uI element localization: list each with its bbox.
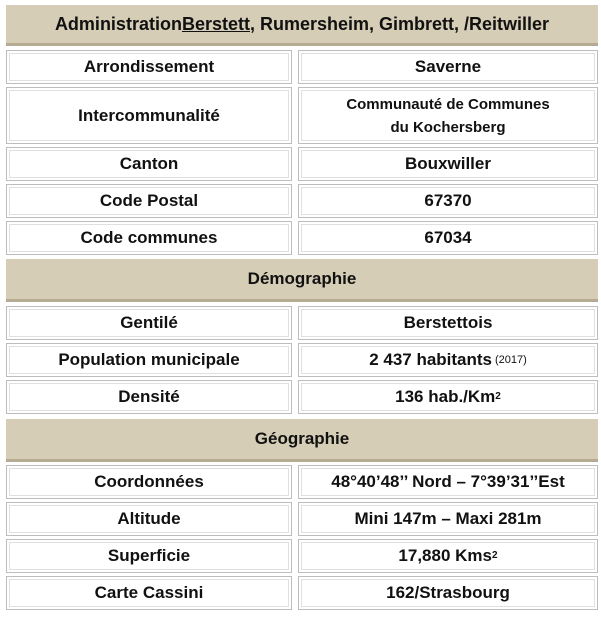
value-gentile: Berstettois <box>298 306 598 340</box>
superficie-value: 17,880 Kms <box>398 546 492 565</box>
population-year: (2017) <box>495 354 527 366</box>
value-intercommunalite-line1: Communauté de Communes <box>346 95 550 113</box>
value-code-communes: 67034 <box>298 221 598 255</box>
value-canton: Bouxwiller <box>298 147 598 181</box>
label-code-postal: Code Postal <box>6 184 292 218</box>
densite-value: 136 hab./Km <box>395 387 496 406</box>
row-altitude <box>6 502 598 536</box>
label-arrondissement: Arrondissement <box>6 50 292 84</box>
row-population <box>6 343 598 377</box>
value-population <box>298 343 598 377</box>
title-rest: , Rumersheim, Gimbrett, /Reitwiller <box>249 13 550 34</box>
label-coordonnees: Coordonnées <box>6 465 292 499</box>
title-commune-link[interactable]: Berstett <box>181 13 250 34</box>
label-cassini: Carte Cassini <box>6 576 292 610</box>
label-canton: Canton <box>6 147 292 181</box>
value-altitude: Mini 147m – Maxi 281m <box>298 502 598 536</box>
label-superficie: Superficie <box>6 539 292 573</box>
value-intercommunalite-line2: du Kochersberg <box>390 118 506 136</box>
label-code-communes: Code communes <box>6 221 292 255</box>
value-code-postal: 67370 <box>298 184 598 218</box>
value-intercommunalite <box>298 87 598 144</box>
title-header <box>6 5 598 46</box>
row-superficie <box>6 539 598 573</box>
row-coordonnees <box>6 465 598 499</box>
row-code-postal <box>6 184 598 218</box>
population-value: 2 437 habitants <box>369 350 493 369</box>
label-population: Population municipale <box>6 343 292 377</box>
label-intercommunalite: Intercommunalité <box>6 87 292 144</box>
row-code-communes <box>6 221 598 255</box>
row-arrondissement <box>6 50 598 84</box>
section-header-geographie: Géographie <box>6 419 598 462</box>
value-superficie: 17,880 Kms 2 <box>298 539 598 573</box>
section-header-demographie: Démographie <box>6 259 598 302</box>
row-intercommunalite <box>6 87 598 144</box>
label-gentile: Gentilé <box>6 306 292 340</box>
value-densite: 136 hab./Km 2 <box>298 380 598 414</box>
value-cassini: 162/Strasbourg <box>298 576 598 610</box>
value-coordonnees: 48°40’48’’ Nord – 7°39’31’’Est <box>298 465 598 499</box>
row-canton <box>6 147 598 181</box>
row-gentile <box>6 306 598 340</box>
label-densite: Densité <box>6 380 292 414</box>
label-altitude: Altitude <box>6 502 292 536</box>
row-densite <box>6 380 598 414</box>
title-prefix: Administration <box>54 13 182 34</box>
row-cassini <box>6 576 598 610</box>
value-arrondissement: Saverne <box>298 50 598 84</box>
